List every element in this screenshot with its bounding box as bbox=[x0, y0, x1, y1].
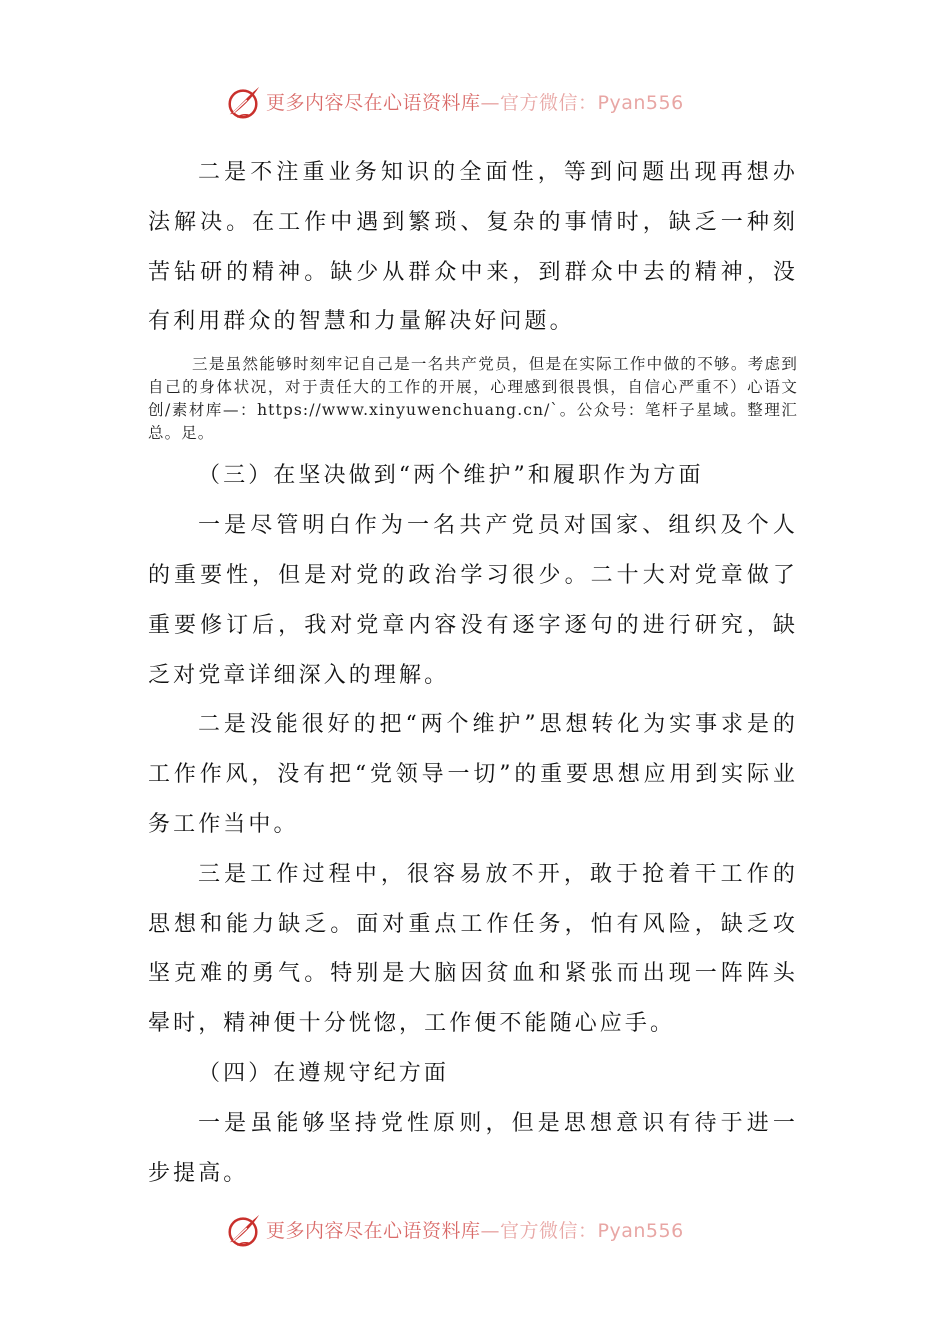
section-heading-4: （四）在遵规守纪方面 bbox=[198, 1060, 450, 1086]
quill-pen-logo-icon bbox=[224, 1212, 262, 1250]
watermark-site-name: 更多内容尽在心语资料库 bbox=[266, 92, 481, 114]
watermark-text bbox=[266, 88, 684, 115]
paragraph-5: 三是工作过程中，很容易放不开，敢于抢着干工作的思想和能力缺乏。面对重点工作任务，怕有风险，缺乏攻坚克难的勇气。特别是大脑因贫血和紧张而出现一阵阵头晕时，精神便十分恍惚，工作便不能随心应手。 bbox=[148, 861, 798, 1037]
paragraph-3: 一是尽管明白作为一名共产党员对国家、组织及个人的重要性，但是对党的政治学习很少。二十大对党章做了重要修订后，我对党章内容没有逐字逐句的进行研究，缺乏对党章详细深入的理解。 bbox=[148, 513, 798, 688]
section-heading-3: （三）在坚决做到“两个维护”和履职作为方面 bbox=[198, 463, 704, 489]
document-body bbox=[148, 148, 798, 1199]
paragraph-4: 二是没能很好的把“两个维护”思想转化为实事求是的工作作风，没有把“党领导一切”的重要思想应用到实际业务工作当中。 bbox=[148, 712, 798, 837]
watermark-text bbox=[266, 1216, 684, 1243]
quill-pen-logo-icon bbox=[224, 84, 262, 122]
paragraph-1: 二是不注重业务知识的全面性，等到问题出现再想办法解决。在工作中遇到繁琐、复杂的事情时，缺乏一种刻苦钻研的精神。缺少从群众中来，到群众中去的精神，没有利用群众的智慧和力量解决好问题。 bbox=[148, 160, 798, 335]
header-watermark-banner bbox=[0, 80, 950, 124]
watermark-site-name: 更多内容尽在心语资料库 bbox=[266, 1220, 481, 1242]
watermark-wechat: —官方微信：Pyan556 bbox=[480, 92, 684, 114]
footer-watermark-banner bbox=[0, 1208, 950, 1252]
watermark-wechat: —官方微信：Pyan556 bbox=[480, 1220, 684, 1242]
paragraph-6: 一是虽能够坚持党性原则，但是思想意识有待于进一步提高。 bbox=[148, 1110, 798, 1186]
paragraph-2-small-print: 三是虽然能够时刻牢记自己是一名共产党员，但是在实际工作中做的不够。考虑到自己的身体状况，对于责任大的工作的开展，心理感到很畏惧，自信心严重不）心语文创/素材库—：https://www.xinyuwenchuang.cn/`。公众号：笔杆子星域。整理汇总。足。 bbox=[148, 355, 798, 443]
